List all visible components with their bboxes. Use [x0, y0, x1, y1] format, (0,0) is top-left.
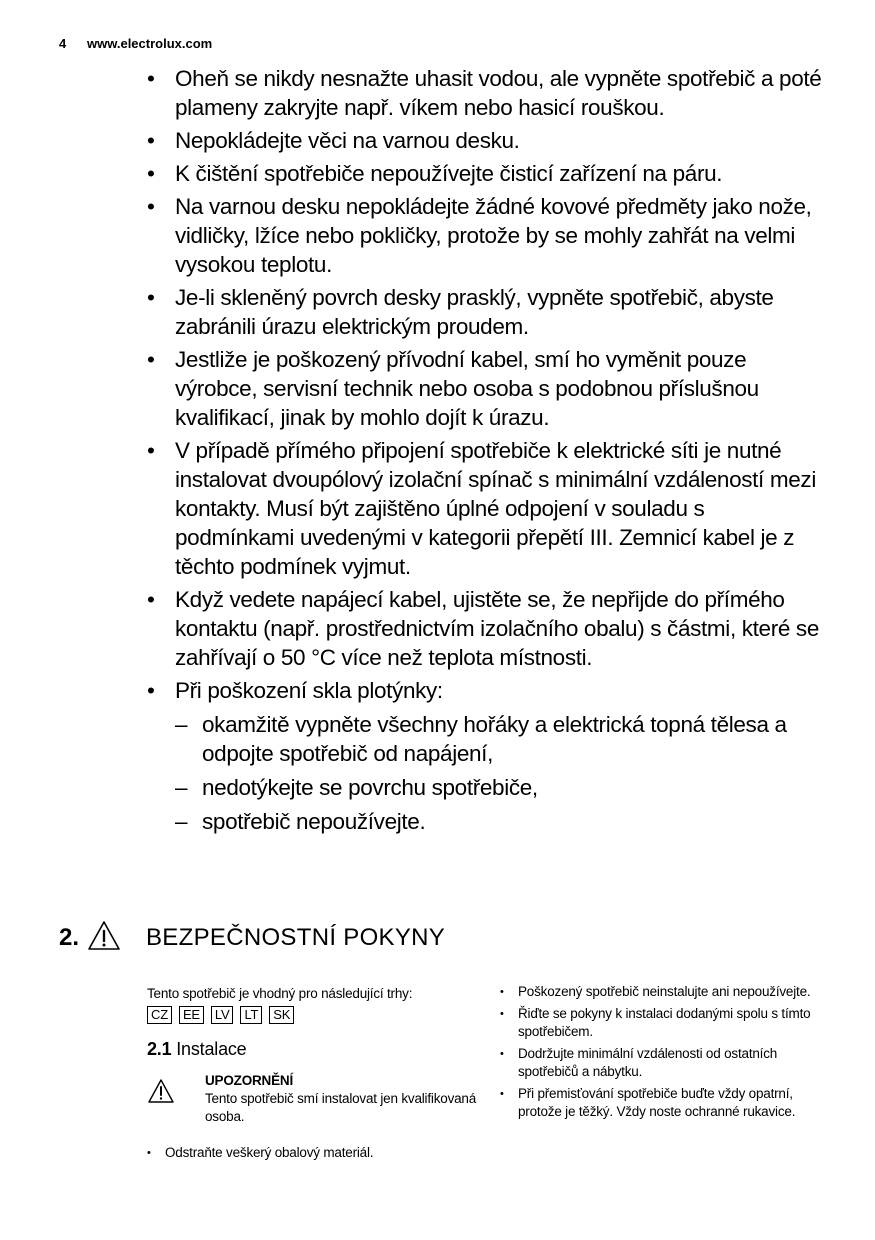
country-code: LT [240, 1006, 262, 1024]
list-item: • Dodržujte minimální vzdálenosti od ostatních spotřebičů a nábytku. [500, 1046, 778, 1079]
warning-triangle-icon [87, 920, 121, 952]
list-item: • Odstraňte veškerý obalový materiál. [147, 1145, 374, 1160]
list-item: • Nepokládejte věci na varnou desku. [147, 128, 520, 153]
list-item: • Oheň se nikdy nesnažte uhasit vodou, ale vypněte spotřebič a poté plameny zakryjte např. víkem nebo hasicí rouškou. [147, 66, 822, 120]
list-item: • Poškozený spotřebič neinstalujte ani nepoužívejte. [500, 984, 811, 999]
list-item: • Jestliže je poškozený přívodní kabel, smí ho vyměnit pouze výrobce, servisní technik nebo osoba s podobnou příslušnou kvalifikací, jinak by mohlo dojít k úrazu. [147, 347, 759, 430]
subsection-heading [147, 1040, 477, 1058]
glass-damage-sublist [175, 710, 822, 836]
page-number: 4 [59, 36, 67, 51]
sub-list-item: – nedotýkejte se povrchu spotřebiče, [175, 775, 538, 800]
list-item: • K čištění spotřebiče nepoužívejte čisticí zařízení na páru. [147, 161, 723, 186]
section-number: 2. [59, 924, 80, 951]
installation-list-left [147, 1144, 477, 1162]
sub-list-item: – okamžitě vypněte všechny hořáky a elektrická topná tělesa a odpojte spotřebič od napájení, [175, 712, 787, 766]
country-code: SK [269, 1006, 294, 1024]
country-code: LV [211, 1006, 234, 1024]
sub-list-item: – spotřebič nepoužívejte. [175, 809, 426, 834]
country-code: EE [179, 1006, 204, 1024]
left-column [147, 985, 477, 1162]
installation-list-right [500, 983, 818, 1125]
safety-list [147, 64, 822, 841]
warning-triangle-icon [147, 1078, 175, 1104]
warning-title: UPOZORNĚNÍ [205, 1073, 294, 1088]
list-item: • Na varnou desku nepokládejte žádné kovové předměty jako nože, vidličky, lžíce nebo pokličky, protože by se mohly zahřát na velmi vysokou teplotu. [147, 194, 812, 277]
list-item: • Při přemisťování spotřebiče buďte vždy opatrní, protože je těžký. Vždy noste ochranné rukavice. [500, 1086, 796, 1119]
country-code: CZ [147, 1006, 172, 1024]
list-item: • Je-li skleněný povrch desky prasklý, vypněte spotřebič, abyste zabránili úrazu elektrickým proudem. [147, 285, 774, 339]
subsection-title: Instalace [176, 1039, 247, 1059]
markets-intro: Tento spotřebič je vhodný pro následující trhy: [147, 986, 413, 1001]
list-item: • Řiďte se pokyny k instalaci dodanými spolu s tímto spotřebičem. [500, 1006, 811, 1039]
list-item: • Když vedete napájecí kabel, ujistěte se, že nepřijde do přímého kontaktu (např. prostřednictvím izolačního obalu) s částmi, které se zahřívají o 50 °C více než teplota místnosti. [147, 587, 819, 670]
warning-text: Tento spotřebič smí instalovat jen kvalifikovaná osoba. [205, 1091, 477, 1124]
list-item: • Při poškození skla plotýnky: – okamžitě vypněte všechny hořáky a elektrická topná tělesa a odpojte spotřebič od napájení, – nedotýkejte se povrchu spotřebiče, – spotřebič nepoužívejte. [147, 676, 822, 836]
page-header [59, 36, 212, 51]
country-codes [147, 1006, 477, 1024]
section-title: BEZPEČNOSTNÍ POKYNY [146, 924, 446, 951]
website-url[interactable]: www.electrolux.com [87, 36, 213, 51]
warning-box [147, 1072, 477, 1126]
list-item: • V případě přímého připojení spotřebiče k elektrické síti je nutné instalovat dvoupólový izolační spínač s minimální vzdáleností mezi kontakty. Musí být zajištěno úplné odpojení v souladu s podmínkami uvedenými v kategorii přepětí III. Zemnicí kabel je z těchto podmínek vyjmut. [147, 438, 816, 579]
subsection-number: 2.1 [147, 1039, 172, 1059]
